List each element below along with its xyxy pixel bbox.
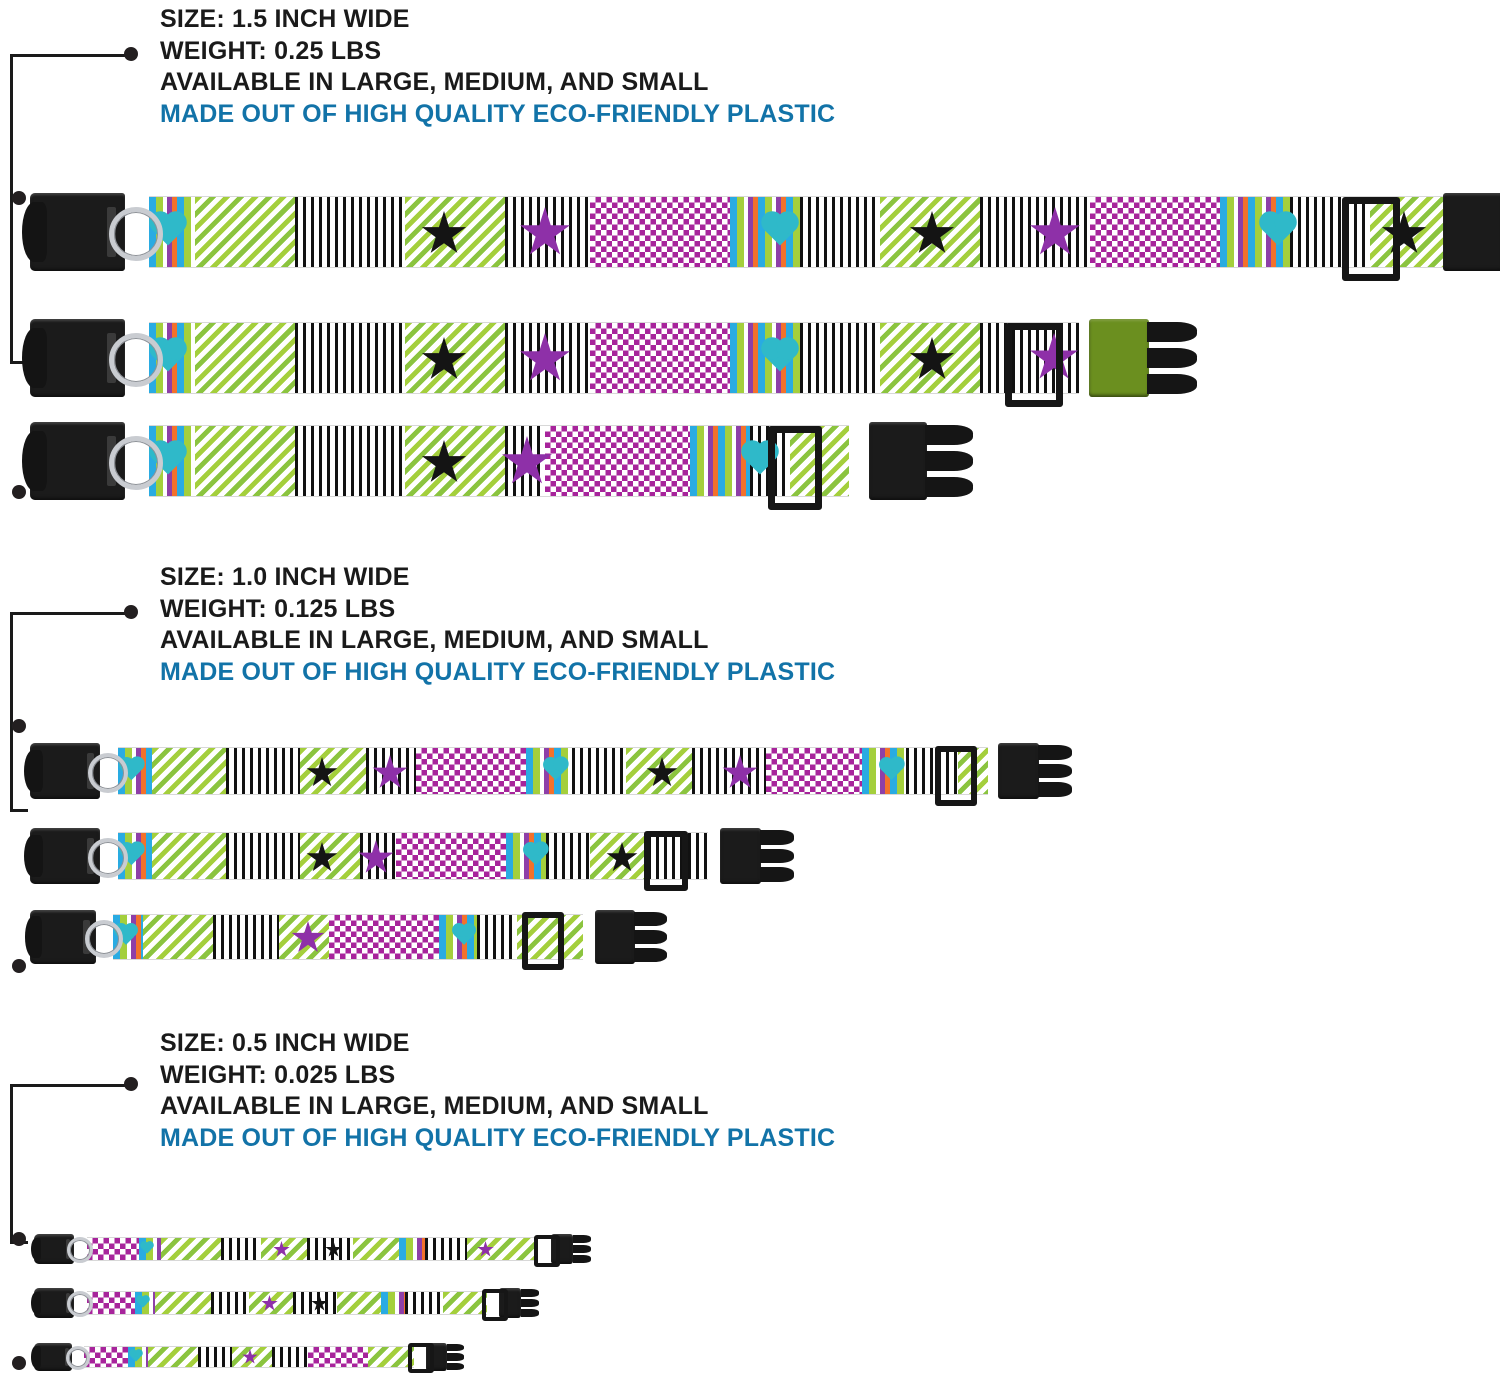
collar-medium-medium[interactable] <box>30 827 794 885</box>
d-ring-icon <box>109 436 163 490</box>
webbing-strap <box>118 747 988 795</box>
available-label-small: AVAILABLE IN LARGE, MEDIUM, AND SMALL <box>160 1092 709 1120</box>
eco-label-small: MADE OUT OF HIGH QUALITY ECO-FRIENDLY PLASTIC <box>160 1123 836 1152</box>
size-label-small: SIZE: 0.5 INCH WIDE <box>160 1029 410 1057</box>
d-ring-icon <box>109 207 163 261</box>
leader-dot-medium-bottom <box>12 959 26 973</box>
leader-dot-small-top <box>12 1232 26 1246</box>
leader-dot-large-bottom <box>12 485 26 499</box>
weight-label-small: WEIGHT: 0.025 LBS <box>160 1060 396 1089</box>
collar-large-medium[interactable] <box>30 318 1197 398</box>
adjuster-slider[interactable] <box>522 912 564 970</box>
webbing-strap <box>113 914 583 960</box>
size-label-medium: SIZE: 1.0 INCH WIDE <box>160 563 410 591</box>
leader-dot-small-callout <box>124 1077 138 1091</box>
leader-dot-large-callout <box>124 47 138 61</box>
weight-label-large: WEIGHT: 0.25 LBS <box>160 36 382 65</box>
d-ring-icon <box>109 333 163 387</box>
eco-label-medium: MADE OUT OF HIGH QUALITY ECO-FRIENDLY PLASTIC <box>160 657 836 686</box>
spec-block-small <box>160 1028 835 1154</box>
collar-large-small[interactable] <box>30 421 973 501</box>
d-ring-icon <box>88 753 128 793</box>
adjuster-slider[interactable] <box>1342 197 1400 281</box>
collar-medium-small[interactable] <box>30 908 667 966</box>
webbing-strap <box>118 832 708 880</box>
spec-block-medium <box>160 562 835 688</box>
buckle-right-icon <box>1089 319 1197 397</box>
eco-label-large: MADE OUT OF HIGH QUALITY ECO-FRIENDLY PLASTIC <box>160 99 836 128</box>
collar-small-medium[interactable] <box>34 1286 539 1320</box>
leader-dot-medium-callout <box>124 605 138 619</box>
d-ring-icon <box>67 1291 93 1317</box>
d-ring-icon <box>85 920 123 958</box>
d-ring-icon <box>66 1346 90 1370</box>
adjuster-slider[interactable] <box>482 1289 508 1321</box>
webbing-strap <box>149 196 1449 268</box>
webbing-strap <box>149 322 1079 394</box>
weight-label-medium: WEIGHT: 0.125 LBS <box>160 594 396 623</box>
buckle-right-icon <box>998 743 1072 799</box>
buckle-right-icon <box>595 910 667 964</box>
available-label-medium: AVAILABLE IN LARGE, MEDIUM, AND SMALL <box>160 626 709 654</box>
spec-block-large <box>160 4 835 130</box>
webbing-strap <box>84 1346 414 1368</box>
buckle-right-icon <box>1443 193 1500 271</box>
adjuster-slider[interactable] <box>768 426 822 510</box>
buckle-right-icon <box>869 422 973 500</box>
collar-large-large[interactable] <box>30 192 1500 272</box>
adjuster-slider[interactable] <box>1005 323 1063 407</box>
collar-medium-large[interactable] <box>30 742 1072 800</box>
collar-small-small[interactable] <box>34 1340 464 1374</box>
available-label-large: AVAILABLE IN LARGE, MEDIUM, AND SMALL <box>160 68 709 96</box>
leader-dot-medium-top <box>12 719 26 733</box>
d-ring-icon <box>88 838 128 878</box>
adjuster-slider[interactable] <box>408 1343 434 1373</box>
webbing-strap <box>87 1237 537 1261</box>
leader-bracket-small <box>10 1078 150 1378</box>
leader-dot-large-top <box>12 191 26 205</box>
leader-dot-small-bottom <box>12 1356 26 1370</box>
collar-small-large[interactable] <box>34 1232 591 1266</box>
adjuster-slider[interactable] <box>644 831 688 891</box>
d-ring-icon <box>67 1237 93 1263</box>
webbing-strap <box>87 1291 487 1315</box>
size-label-large: SIZE: 1.5 INCH WIDE <box>160 5 410 33</box>
buckle-right-icon <box>720 828 794 884</box>
webbing-strap <box>149 425 849 497</box>
adjuster-slider[interactable] <box>534 1235 560 1267</box>
adjuster-slider[interactable] <box>935 746 977 806</box>
